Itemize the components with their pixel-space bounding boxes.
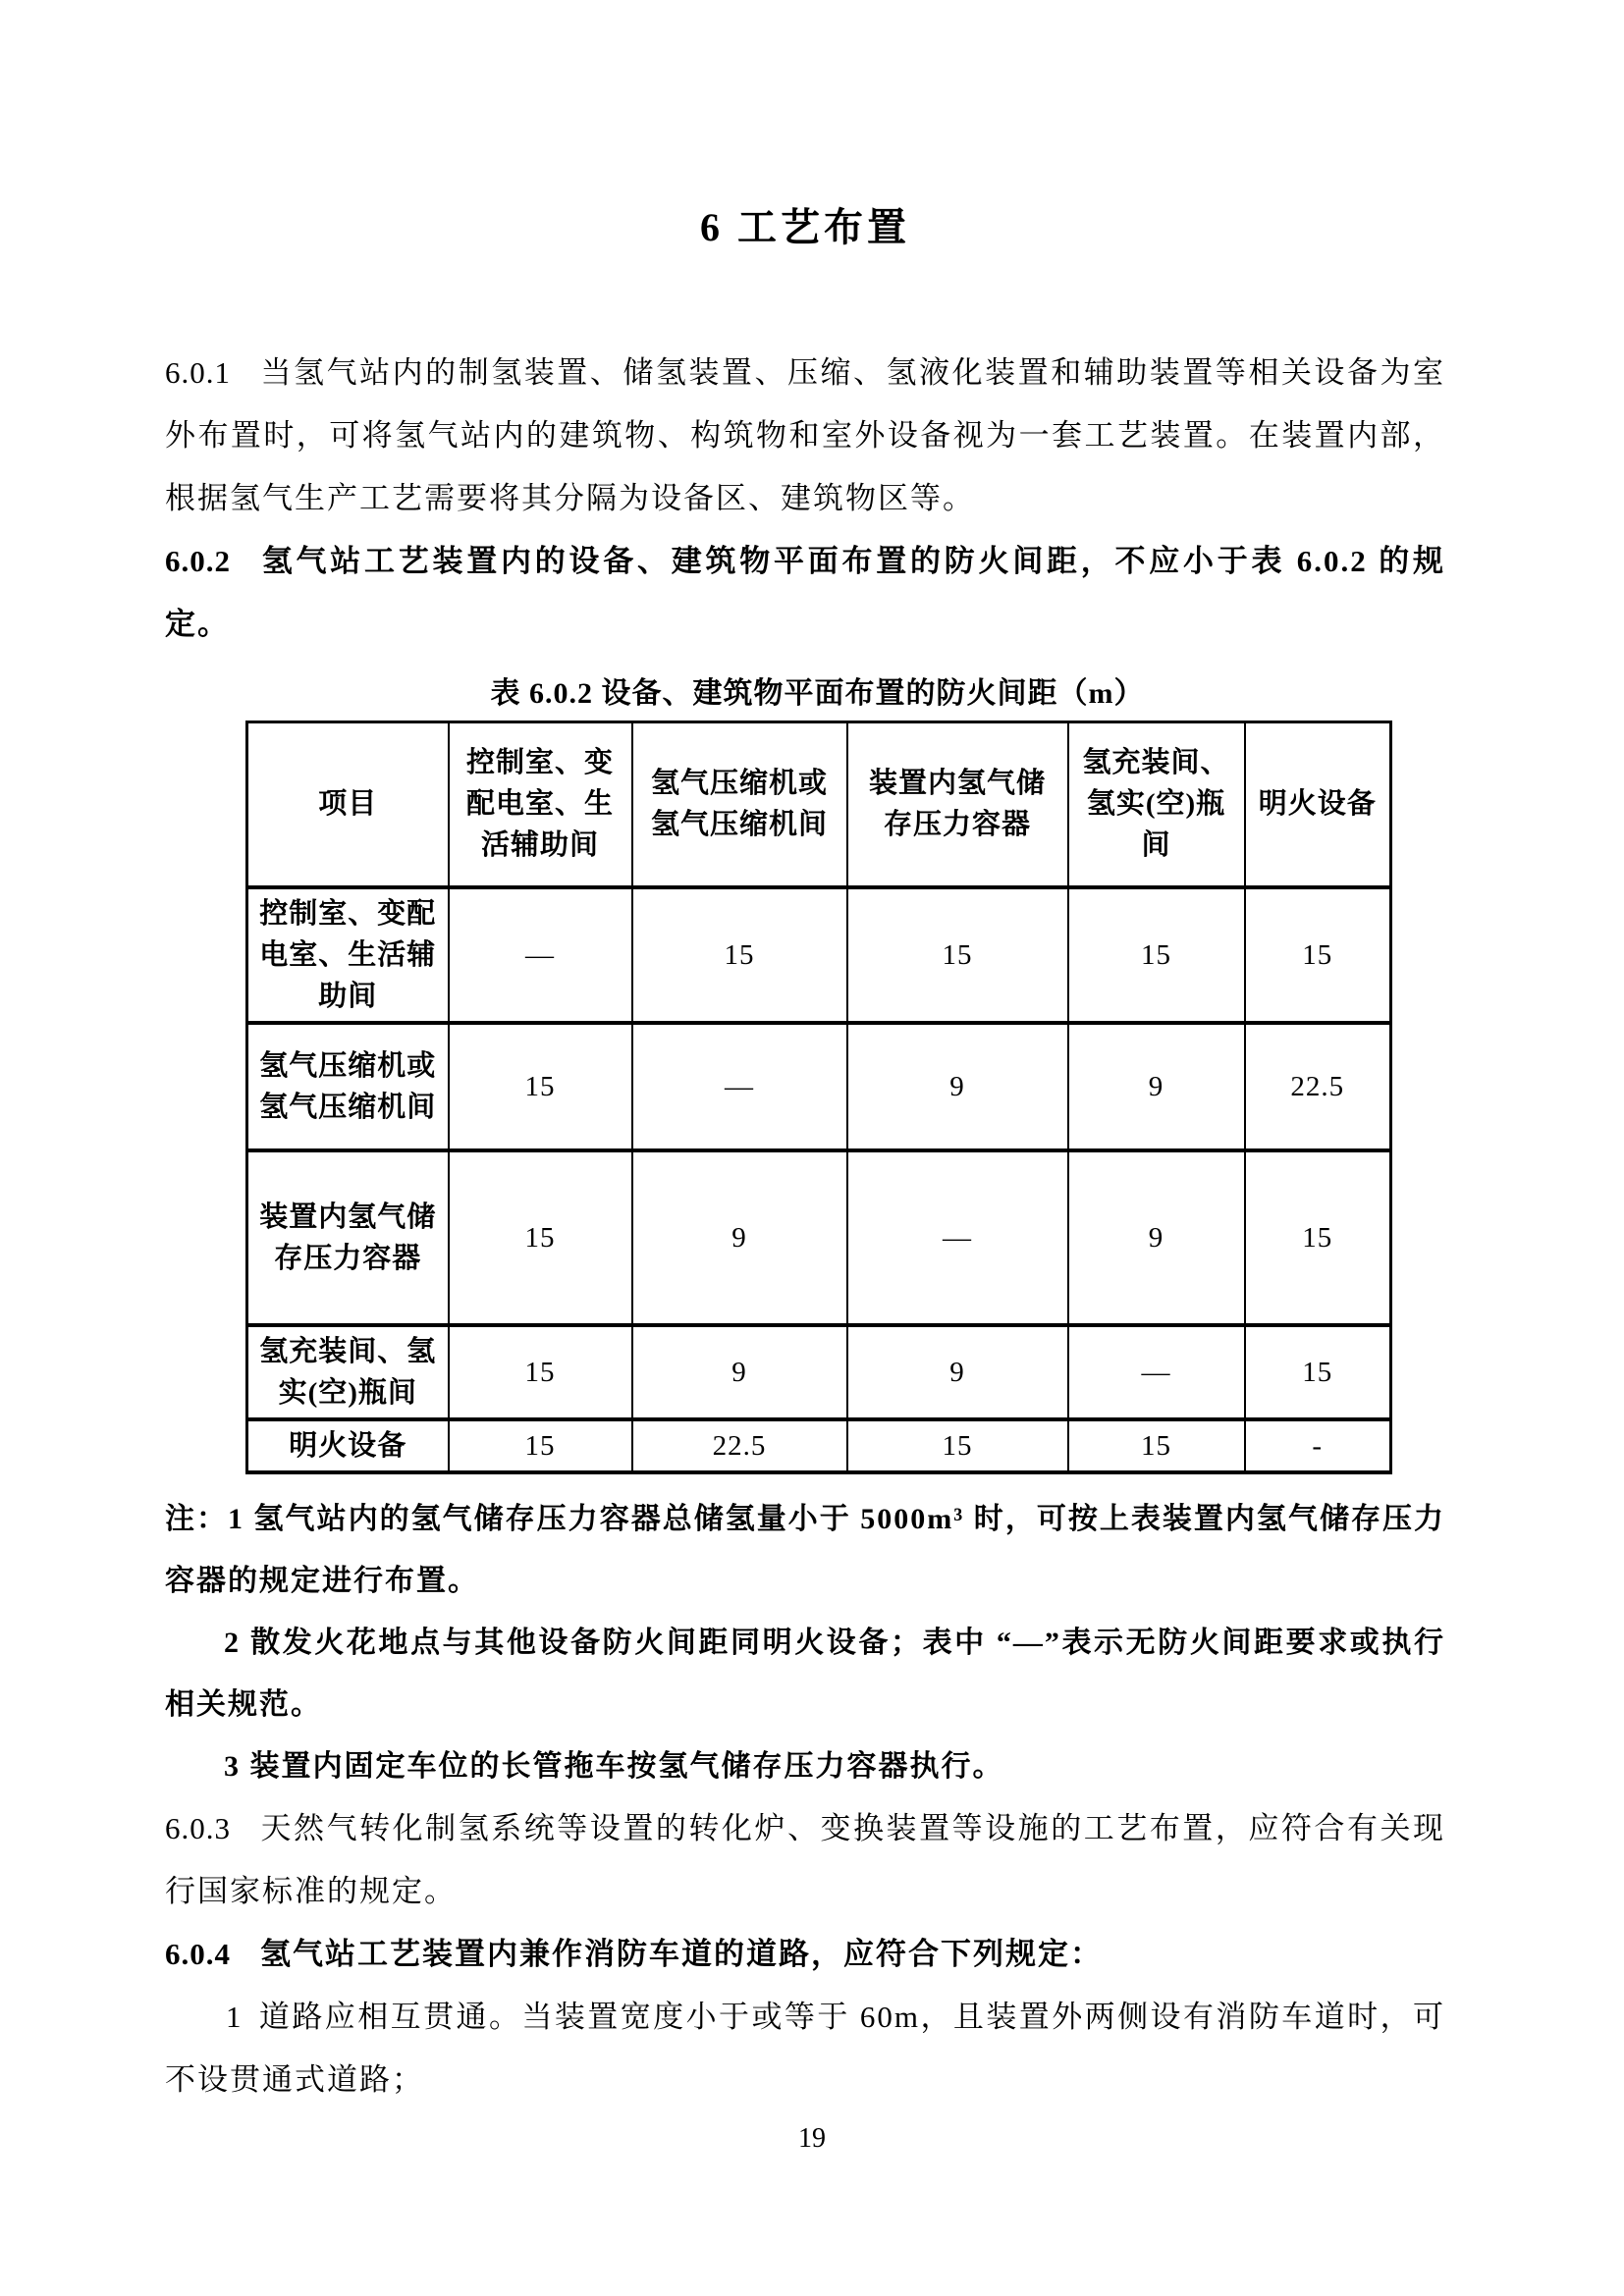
clause-number: 6.0.4 [165,1936,231,1971]
table-header-row [247,722,1391,887]
clause-number: 6.0.1 [165,355,231,390]
distance-cell: — [1068,1325,1245,1419]
distance-cell: — [632,1023,847,1150]
distance-cell: 9 [632,1325,847,1419]
clause-6-0-4 [165,1923,1445,1986]
table-note-2: 2 散发火花地点与其他设备防火间距同明火设备；表中 “—”表示无防火间距要求或执行相关规范。 [165,1626,1445,1721]
clause-6-0-4-item-1 [165,1986,1445,2111]
table-row [247,1150,1391,1325]
distance-cell: 15 [449,1023,632,1150]
distance-cell: 15 [1245,1325,1391,1419]
distance-cell: 15 [449,1325,632,1419]
distance-cell: — [847,1150,1068,1325]
distance-cell: 9 [1068,1150,1245,1325]
header-cell-pressure-vessel: 装置内氢气储存压力容器 [847,722,1068,887]
table-row [247,1023,1391,1150]
clause-text: 氢气站工艺装置内的设备、建筑物平面布置的防火间距，不应小于表 6.0.2 的规定。 [165,544,1445,641]
table-note-1: 注：1 氢气站内的氢气储存压力容器总储氢量小于 5000m³ 时，可按上表装置内氢气储存压力容器的规定进行布置。 [165,1502,1445,1597]
distance-cell: 15 [1245,887,1391,1023]
distance-cell: 9 [632,1150,847,1325]
clause-text: 当氢气站内的制氢装置、储氢装置、压缩、氢液化装置和辅助装置等相关设备为室外布置时，可将氢气站内的建筑物、构筑物和室外设备视为一套工艺装置。在装置内部，根据氢气生产工艺需要将其分隔为设备区、建筑物区等。 [165,355,1445,515]
distance-cell: 9 [1068,1023,1245,1150]
distance-cell: 15 [449,1150,632,1325]
page-number: 19 [798,2123,826,2154]
clause-6-0-3 [165,1797,1445,1923]
clause-text: 氢气站工艺装置内兼作消防车道的道路，应符合下列规定： [260,1936,1103,1971]
row-label: 明火设备 [247,1419,449,1472]
chapter-title: 6 工艺布置 [700,205,910,249]
header-cell-filling-room: 氢充装间、氢实(空)瓶间 [1068,722,1245,887]
clause-6-0-2 [165,530,1445,656]
clause-number: 6.0.2 [165,544,231,578]
distance-cell: 15 [1068,1419,1245,1472]
clause-6-0-1 [165,342,1445,530]
distance-cell: - [1245,1419,1391,1472]
table-row [247,887,1391,1023]
distance-cell: 15 [847,887,1068,1023]
distance-cell: 22.5 [632,1419,847,1472]
distance-cell: 22.5 [1245,1023,1391,1150]
header-cell-control-room: 控制室、变配电室、生活辅助间 [449,722,632,887]
table-row [247,1325,1391,1419]
distance-cell: — [449,887,632,1023]
distance-cell: 9 [847,1325,1068,1419]
clause-text: 天然气转化制氢系统等设置的转化炉、变换装置等设施的工艺布置，应符合有关现行国家标准的规定。 [165,1810,1445,1908]
row-label: 氢充装间、氢实(空)瓶间 [247,1325,449,1419]
table-caption: 表 6.0.2 设备、建筑物平面布置的防火间距（m） [490,677,1145,710]
distance-cell: 9 [847,1023,1068,1150]
header-cell-item: 项目 [247,722,449,887]
row-label: 装置内氢气储存压力容器 [247,1150,449,1325]
header-cell-compressor: 氢气压缩机或氢气压缩机间 [632,722,847,887]
row-label: 氢气压缩机或氢气压缩机间 [247,1023,449,1150]
distance-cell: 15 [1245,1150,1391,1325]
distance-cell: 15 [847,1419,1068,1472]
row-label: 控制室、变配电室、生活辅助间 [247,887,449,1023]
distance-cell: 15 [449,1419,632,1472]
fire-separation-table [245,721,1392,1474]
item-text: 道路应相互贯通。当装置宽度小于或等于 60m，且装置外两侧设有消防车道时，可不设贯通式道路； [165,1999,1445,2097]
distance-cell: 15 [632,887,847,1023]
distance-cell: 15 [1068,887,1245,1023]
clause-number: 6.0.3 [165,1810,231,1845]
item-number: 1 [226,1999,244,2034]
header-cell-open-flame: 明火设备 [1245,722,1391,887]
table-note-3: 3 装置内固定车位的长管拖车按氢气储存压力容器执行。 [224,1749,1004,1783]
table-row [247,1419,1391,1472]
